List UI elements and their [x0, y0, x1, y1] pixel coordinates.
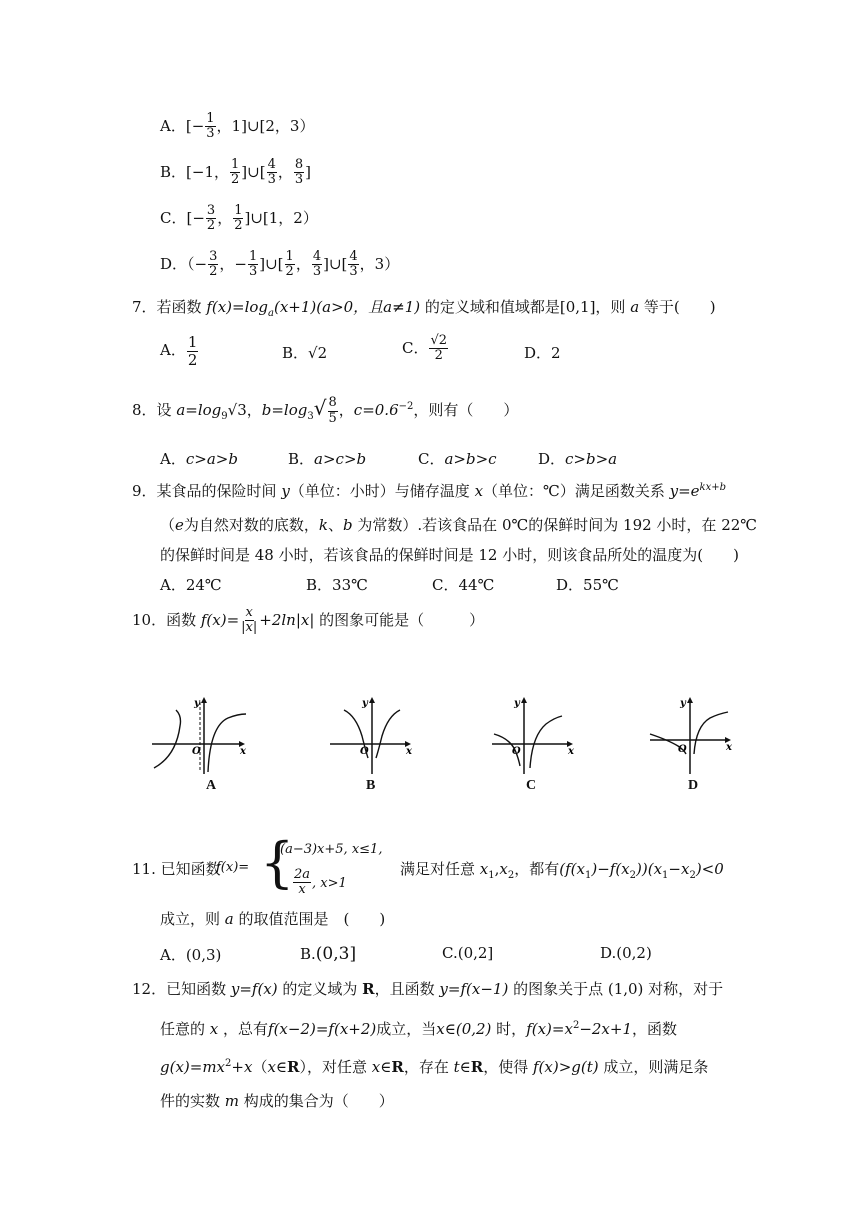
q10-stem: 10．函数 f(x)= $\frac{x}{|x|}$ +2ln|x| 的图象可能是（ ）: [132, 605, 485, 636]
graph-d-label: D: [688, 778, 699, 793]
q11-option-b: B.(0,3]: [300, 944, 357, 964]
q9-option-a: A．24℃: [160, 576, 222, 594]
graph-b: [328, 696, 418, 776]
graph-d: [648, 696, 738, 776]
q8-option-d: D．c>b>a: [538, 450, 618, 468]
q11-stem: 11. 已知函数 f(x)= { (a−3)x+5, x≤1, $\frac{2a}{x}$ , x>1 满足对任意 $x_1,x_2$，都有$(f(x_1)-f(x_2))(x_1-x_2)<0$: [132, 831, 724, 898]
q9-option-c: C．44℃: [432, 576, 495, 594]
q8-option-b: B．a>c>b: [288, 450, 367, 468]
svg-text:x: x: [568, 746, 574, 757]
q9-line-1: 9．某食品的保险时间 y（单位：小时）与储存温度 x（单位：℃）满足函数关系 $y=e^{kx+b}$: [132, 482, 727, 500]
graph-b-label: B: [366, 778, 376, 793]
q8-option-a: A．c>a>b: [160, 450, 238, 468]
q6-option-b: B．[−1， $\frac{1}{2}$ ]∪[ $\frac{4}{3}$ ， $\frac{8}{3}$ ]: [160, 157, 311, 188]
q11-option-a: A．(0,3): [160, 946, 222, 964]
q7-stem: 7．若函数 $f(x)=\log_a(x+1)(a>0$，且a≠1) 的定义域和值域都是[0,1]，则 a 等于( ): [132, 298, 716, 319]
svg-text:y: y: [194, 698, 200, 709]
svg-text:O: O: [512, 746, 521, 757]
graph-a: [150, 696, 250, 776]
q9-line-3: 的保鲜时间是 48 小时，若该食品的保鲜时间是 12 小时，则该食品所处的温度为( ): [160, 546, 739, 564]
q6-option-c: C．[− $\frac{3}{2}$ ， $\frac{1}{2}$ ]∪[1，2）: [160, 203, 318, 234]
q7-option-b: B．√2: [282, 344, 328, 362]
svg-text:y: y: [680, 698, 686, 709]
q11-option-c: C.(0,2]: [442, 944, 494, 962]
graph-c-label: C: [526, 778, 537, 793]
q6-option-a: A．[− $\frac{1}{3}$ ，1]∪[2，3）: [160, 111, 315, 142]
svg-text:y: y: [362, 698, 368, 709]
q8-stem: 8．设 $a=\log_9√3$，$b=\log_3√$ $\frac{8}{5}$ ，$c=0.6^{-2}$，则有（ ）: [132, 395, 519, 426]
graph-a-label: A: [206, 778, 217, 793]
q8-option-c: C．a>b>c: [418, 450, 497, 468]
q6-option-d: D．（− $\frac{3}{2}$ ，− $\frac{1}{3}$ ]∪[ $\frac{1}{2}$ ， $\frac{4}{3}$ ]∪[ $\frac{4}{3}$ ，3）: [160, 249, 400, 280]
q7-option-c: C． $\frac{√2}{2}$: [402, 333, 448, 364]
q12-line-2: 任意的 x ，总有f(x−2)=f(x+2)成立，当x∈(0,2) 时，$f(x)=x^2-2x+1$，函数: [160, 1020, 678, 1038]
q12-line-3: $g(x)=mx^2+x(x\in R)$，对任意 x∈R，存在 t∈R，使得 f(x)>g(t) 成立，则满足条: [160, 1058, 709, 1076]
q11-line-2: 成立，则 a 的取值范围是 ( ): [160, 910, 386, 928]
q7-option-a: A． $\frac{1}{2}$: [160, 333, 198, 369]
q11-option-d: D.(0,2): [600, 944, 652, 962]
q12-line-1: 12．已知函数 y=f(x) 的定义域为 R，且函数 y=f(x−1) 的图象关于点 (1,0) 对称，对于: [132, 980, 724, 998]
svg-text:O: O: [678, 744, 687, 755]
svg-text:y: y: [514, 698, 520, 709]
svg-text:x: x: [406, 746, 412, 757]
svg-text:x: x: [726, 742, 732, 753]
svg-text:x: x: [240, 746, 246, 757]
svg-text:O: O: [192, 746, 201, 757]
q9-option-b: B．33℃: [306, 576, 368, 594]
q9-option-d: D．55℃: [556, 576, 619, 594]
svg-text:O: O: [360, 746, 369, 757]
q9-line-2: （e为自然对数的底数，k、b 为常数）.若该食品在 0℃的保鲜时间为 192 小时，在 22℃: [160, 516, 758, 534]
q12-line-4: 件的实数 m 构成的集合为（ ）: [160, 1092, 394, 1110]
graph-c: [490, 696, 580, 776]
q7-option-d: D．2: [524, 344, 561, 362]
